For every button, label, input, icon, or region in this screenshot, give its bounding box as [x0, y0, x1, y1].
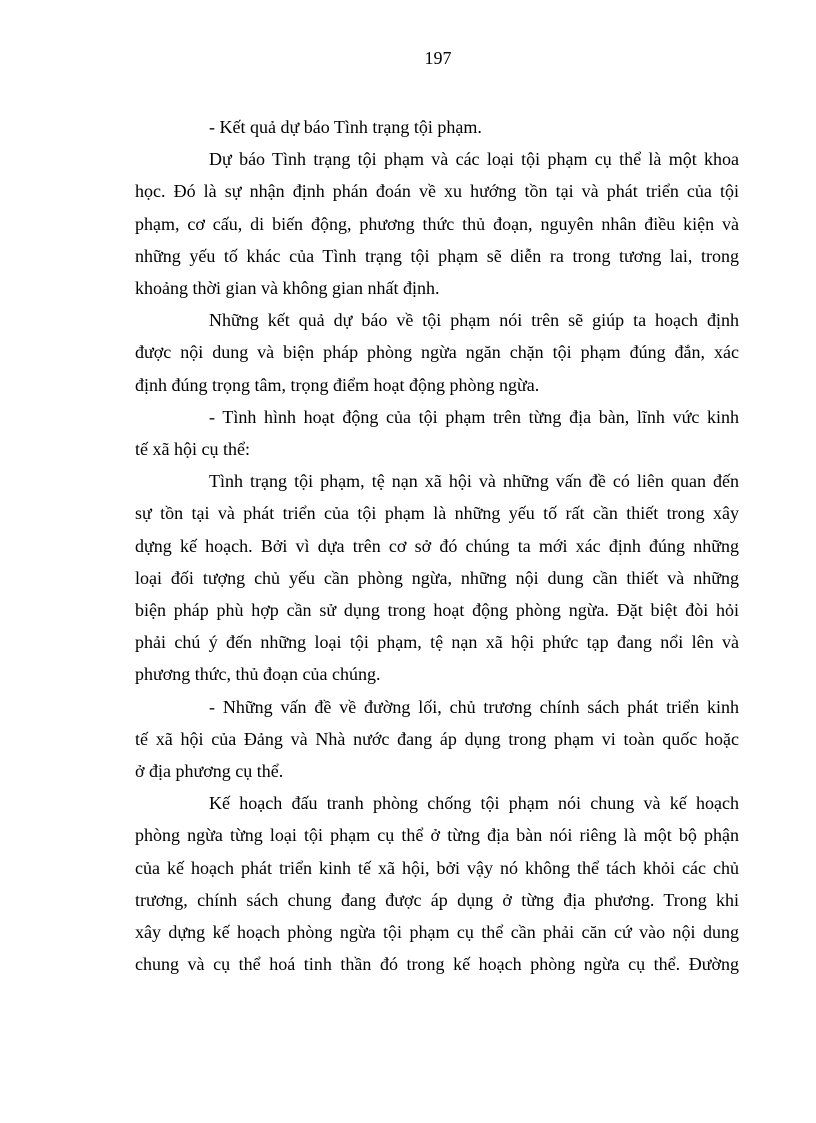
text-line: những yếu tố khác của Tình trạng tội phạm sẽ diễn ra trong tương lai, trong — [135, 245, 739, 266]
text-line: định đúng trọng tâm, trọng điểm hoạt động phòng ngừa. — [135, 374, 540, 395]
text-line: xây dựng kế hoạch phòng ngừa tội phạm cụ thể cần phải căn cứ vào nội dung — [135, 922, 739, 943]
text-line: phạm, cơ cấu, di biến động, phương thức thủ đoạn, nguyên nhân điều kiện và — [135, 213, 739, 234]
text-line: trương, chính sách chung đang được áp dụng ở từng địa phương. Trong khi — [135, 889, 739, 910]
text-line: loại đối tượng chủ yếu cần phòng ngừa, những nội dung cần thiết và những — [135, 567, 739, 588]
text-line: khoảng thời gian và không gian nhất định. — [135, 278, 440, 299]
text-line: Những kết quả dự báo về tội phạm nói trên sẽ giúp ta hoạch định — [209, 310, 739, 331]
text-line: - Kết quả dự báo Tình trạng tội phạm. — [209, 117, 482, 137]
text-line: tế xã hội cụ thể: — [135, 439, 250, 460]
text-line: học. Đó là sự nhận định phán đoán về xu hướng tồn tại và phát triển của tội — [135, 181, 739, 202]
text-line: sự tồn tại và phát triển của tội phạm là những yếu tố rất cần thiết trong xây — [135, 503, 739, 524]
text-line: - Những vấn đề về đường lối, chủ trương chính sách phát triển kinh — [209, 696, 739, 717]
text-line: chung và cụ thể hoá tinh thần đó trong kế hoạch phòng ngừa cụ thể. Đường — [135, 954, 739, 975]
body-text — [135, 111, 739, 980]
text-line: dựng kế hoạch. Bởi vì dựa trên cơ sở đó chúng ta mới xác định đúng những — [135, 535, 739, 556]
text-line: - Tình hình hoạt động của tội phạm trên từng địa bàn, lĩnh vức kinh — [209, 406, 739, 427]
text-line: biện pháp phù hợp cần sử dụng trong hoạt động phòng ngừa. Đặt biệt đòi hỏi — [135, 600, 739, 621]
text-line: Tình trạng tội phạm, tệ nạn xã hội và những vấn đề có liên quan đến — [209, 471, 739, 492]
text-line: của kế hoạch phát triển kinh tế xã hội, bởi vậy nó không thể tách khỏi các chủ — [135, 857, 739, 878]
page-number: 197 — [424, 48, 452, 68]
text-line: tế xã hội của Đảng và Nhà nước đang áp dụng trong phạm vi toàn quốc hoặc — [135, 728, 739, 749]
text-line: phương thức, thủ đoạn của chúng. — [135, 664, 381, 685]
text-line: ở địa phương cụ thể. — [135, 761, 284, 782]
text-line: phải chú ý đến những loại tội phạm, tệ nạn xã hội phức tạp đang nổi lên và — [135, 632, 739, 653]
text-line: Kế hoạch đấu tranh phòng chống tội phạm nói chung và kế hoạch — [209, 793, 739, 814]
text-line: phòng ngừa từng loại tội phạm cụ thể ở từng địa bàn nói riêng là một bộ phận — [135, 825, 739, 846]
text-line: Dự báo Tình trạng tội phạm và các loại tội phạm cụ thể là một khoa — [209, 149, 739, 170]
text-line: được nội dung và biện pháp phòng ngừa ngăn chặn tội phạm đúng đắn, xác — [135, 342, 739, 363]
